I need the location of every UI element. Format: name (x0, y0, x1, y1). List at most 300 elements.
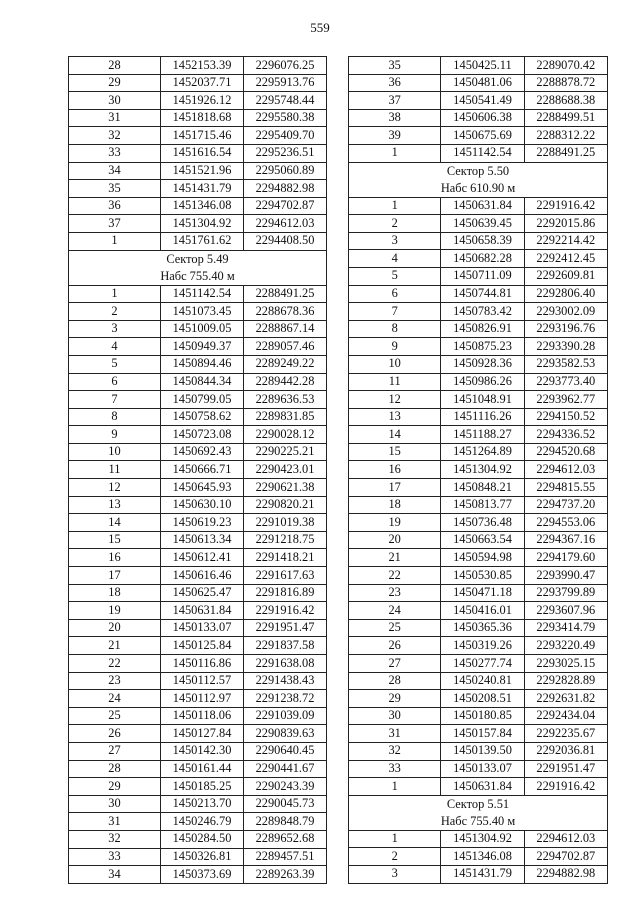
y-coordinate-cell: 2295060.89 (244, 162, 327, 180)
table-row (349, 92, 608, 110)
y-coordinate-cell: 2289263.39 (244, 866, 327, 884)
x-coordinate-cell: 1450799.05 (161, 391, 244, 409)
y-coordinate-cell: 2294882.98 (524, 865, 607, 883)
point-number-cell: 21 (349, 549, 441, 567)
point-number-cell: 33 (69, 848, 161, 866)
x-coordinate-cell: 1450471.18 (441, 584, 524, 602)
y-coordinate-cell: 2288312.22 (524, 127, 607, 145)
x-coordinate-cell: 1451346.08 (441, 848, 524, 866)
point-number-cell: 36 (349, 74, 441, 92)
point-number-cell: 12 (69, 479, 161, 497)
point-number-cell: 25 (349, 619, 441, 637)
table-row (69, 408, 327, 426)
table-row (349, 57, 608, 75)
table-row (349, 725, 608, 743)
point-number-cell: 1 (69, 285, 161, 303)
table-row (349, 250, 608, 268)
y-coordinate-cell: 2290441.67 (244, 760, 327, 778)
y-coordinate-cell: 2292412.45 (524, 250, 607, 268)
y-coordinate-cell: 2289848.79 (244, 813, 327, 831)
table-row (349, 760, 608, 778)
point-number-cell: 22 (69, 655, 161, 673)
table-row (349, 197, 608, 215)
point-number-cell: 34 (69, 162, 161, 180)
point-number-cell: 1 (349, 197, 441, 215)
table-row (349, 584, 608, 602)
x-coordinate-cell: 1451142.54 (161, 285, 244, 303)
x-coordinate-cell: 1451304.92 (441, 830, 524, 848)
y-coordinate-cell: 2295913.76 (244, 74, 327, 92)
table-row (349, 109, 608, 127)
y-coordinate-cell: 2289070.42 (524, 57, 607, 75)
point-number-cell: 8 (69, 408, 161, 426)
x-coordinate-cell: 1450666.71 (161, 461, 244, 479)
y-coordinate-cell: 2295236.51 (244, 144, 327, 162)
x-coordinate-cell: 1450185.25 (161, 778, 244, 796)
y-coordinate-cell: 2292214.42 (524, 232, 607, 250)
y-coordinate-cell: 2292235.67 (524, 725, 607, 743)
table-row (349, 391, 608, 409)
point-number-cell: 32 (69, 127, 161, 145)
x-coordinate-cell: 1450133.07 (441, 760, 524, 778)
sector-header-row (69, 250, 327, 285)
x-coordinate-cell: 1450783.42 (441, 303, 524, 321)
table-row (69, 496, 327, 514)
x-coordinate-cell: 1450606.38 (441, 109, 524, 127)
table-row (349, 830, 608, 848)
coordinates-table-right (348, 56, 608, 884)
table-row (349, 355, 608, 373)
table-row (349, 690, 608, 708)
x-coordinate-cell: 1450658.39 (441, 232, 524, 250)
y-coordinate-cell: 2294612.03 (244, 215, 327, 233)
x-coordinate-cell: 1450619.23 (161, 514, 244, 532)
y-coordinate-cell: 2293773.40 (524, 373, 607, 391)
table-row (69, 830, 327, 848)
y-coordinate-cell: 2291638.08 (244, 655, 327, 673)
table-row (69, 813, 327, 831)
point-number-cell: 17 (69, 567, 161, 585)
sector-elevation: Набс 755.40 м (440, 813, 516, 828)
x-coordinate-cell: 1450213.70 (161, 795, 244, 813)
x-coordinate-cell: 1450594.98 (441, 549, 524, 567)
table-row (69, 320, 327, 338)
y-coordinate-cell: 2290820.21 (244, 496, 327, 514)
y-coordinate-cell: 2293990.47 (524, 567, 607, 585)
table-row (349, 496, 608, 514)
point-number-cell: 20 (349, 531, 441, 549)
y-coordinate-cell: 2290045.73 (244, 795, 327, 813)
point-number-cell: 2 (349, 848, 441, 866)
x-coordinate-cell: 1450125.84 (161, 637, 244, 655)
y-coordinate-cell: 2294520.68 (524, 443, 607, 461)
x-coordinate-cell: 1451761.62 (161, 232, 244, 250)
x-coordinate-cell: 1450986.26 (441, 373, 524, 391)
x-coordinate-cell: 1450639.45 (441, 215, 524, 233)
point-number-cell: 6 (69, 373, 161, 391)
table-row (69, 848, 327, 866)
table-row (349, 373, 608, 391)
point-number-cell: 13 (349, 408, 441, 426)
table-row (349, 215, 608, 233)
y-coordinate-cell: 2293220.49 (524, 637, 607, 655)
table-row (69, 144, 327, 162)
x-coordinate-cell: 1451521.96 (161, 162, 244, 180)
x-coordinate-cell: 1450116.86 (161, 655, 244, 673)
point-number-cell: 28 (69, 760, 161, 778)
y-coordinate-cell: 2294408.50 (244, 232, 327, 250)
y-coordinate-cell: 2290225.21 (244, 443, 327, 461)
table-row (69, 655, 327, 673)
y-coordinate-cell: 2292806.40 (524, 285, 607, 303)
y-coordinate-cell: 2294553.06 (524, 514, 607, 532)
x-coordinate-cell: 1451048.91 (441, 391, 524, 409)
point-number-cell: 34 (69, 866, 161, 884)
table-row (349, 567, 608, 585)
y-coordinate-cell: 2293002.09 (524, 303, 607, 321)
x-coordinate-cell: 1450813.77 (441, 496, 524, 514)
y-coordinate-cell: 2294367.16 (524, 531, 607, 549)
x-coordinate-cell: 1450142.30 (161, 742, 244, 760)
table-row (69, 567, 327, 585)
y-coordinate-cell: 2294815.55 (524, 479, 607, 497)
table-row (69, 215, 327, 233)
y-coordinate-cell: 2291039.09 (244, 707, 327, 725)
sector-header-cell (349, 795, 608, 830)
table-row (349, 320, 608, 338)
y-coordinate-cell: 2288688.38 (524, 92, 607, 110)
point-number-cell: 27 (349, 655, 441, 673)
y-coordinate-cell: 2294737.20 (524, 496, 607, 514)
table-row (349, 267, 608, 285)
x-coordinate-cell: 1450736.48 (441, 514, 524, 532)
x-coordinate-cell: 1450530.85 (441, 567, 524, 585)
x-coordinate-cell: 1450645.93 (161, 479, 244, 497)
point-number-cell: 38 (349, 109, 441, 127)
point-number-cell: 6 (349, 285, 441, 303)
x-coordinate-cell: 1452037.71 (161, 74, 244, 92)
table-row (69, 795, 327, 813)
x-coordinate-cell: 1450663.54 (441, 531, 524, 549)
x-coordinate-cell: 1450277.74 (441, 655, 524, 673)
point-number-cell: 25 (69, 707, 161, 725)
point-number-cell: 3 (349, 232, 441, 250)
table-row (69, 760, 327, 778)
table-row (69, 602, 327, 620)
y-coordinate-cell: 2291951.47 (244, 619, 327, 637)
table-row (349, 865, 608, 883)
x-coordinate-cell: 1451346.08 (161, 197, 244, 215)
point-number-cell: 11 (349, 373, 441, 391)
y-coordinate-cell: 2290839.63 (244, 725, 327, 743)
sector-title: Сектор 5.51 (446, 796, 510, 811)
x-coordinate-cell: 1450139.50 (441, 742, 524, 760)
y-coordinate-cell: 2289442.28 (244, 373, 327, 391)
y-coordinate-cell: 2292036.81 (524, 742, 607, 760)
table-row (69, 461, 327, 479)
point-number-cell: 36 (69, 197, 161, 215)
x-coordinate-cell: 1451073.45 (161, 303, 244, 321)
point-number-cell: 4 (349, 250, 441, 268)
y-coordinate-cell: 2291916.42 (524, 778, 607, 796)
table-row (69, 180, 327, 198)
table-row (69, 672, 327, 690)
y-coordinate-cell: 2294179.60 (524, 549, 607, 567)
x-coordinate-cell: 1450949.37 (161, 338, 244, 356)
point-number-cell: 31 (69, 813, 161, 831)
x-coordinate-cell: 1451304.92 (441, 461, 524, 479)
table-row (69, 197, 327, 215)
point-number-cell: 28 (349, 672, 441, 690)
sector-elevation: Набс 610.90 м (440, 180, 516, 195)
point-number-cell: 7 (69, 391, 161, 409)
y-coordinate-cell: 2291438.43 (244, 672, 327, 690)
x-coordinate-cell: 1450240.81 (441, 672, 524, 690)
y-coordinate-cell: 2293607.96 (524, 602, 607, 620)
table-row (69, 866, 327, 884)
x-coordinate-cell: 1451818.68 (161, 109, 244, 127)
coordinates-table-left (68, 56, 327, 884)
y-coordinate-cell: 2289652.68 (244, 830, 327, 848)
table-row (349, 303, 608, 321)
table-row (69, 637, 327, 655)
y-coordinate-cell: 2291816.89 (244, 584, 327, 602)
x-coordinate-cell: 1450758.62 (161, 408, 244, 426)
table-row (349, 285, 608, 303)
point-number-cell: 37 (69, 215, 161, 233)
x-coordinate-cell: 1450481.06 (441, 74, 524, 92)
table-row (349, 742, 608, 760)
point-number-cell: 5 (69, 355, 161, 373)
table-row (349, 443, 608, 461)
x-coordinate-cell: 1450631.84 (441, 197, 524, 215)
point-number-cell: 29 (349, 690, 441, 708)
table-row (349, 479, 608, 497)
table-row (349, 461, 608, 479)
x-coordinate-cell: 1450365.36 (441, 619, 524, 637)
x-coordinate-cell: 1450112.57 (161, 672, 244, 690)
y-coordinate-cell: 2289831.85 (244, 408, 327, 426)
x-coordinate-cell: 1450157.84 (441, 725, 524, 743)
table-row (69, 303, 327, 321)
x-coordinate-cell: 1451188.27 (441, 426, 524, 444)
table-row (69, 531, 327, 549)
x-coordinate-cell: 1452153.39 (161, 57, 244, 75)
table-row (69, 690, 327, 708)
y-coordinate-cell: 2293414.79 (524, 619, 607, 637)
table-row (69, 707, 327, 725)
point-number-cell: 14 (349, 426, 441, 444)
table-row (349, 778, 608, 796)
x-coordinate-cell: 1450416.01 (441, 602, 524, 620)
point-number-cell: 32 (349, 742, 441, 760)
x-coordinate-cell: 1451009.05 (161, 320, 244, 338)
point-number-cell: 1 (349, 778, 441, 796)
table-row (349, 127, 608, 145)
sector-header-row (349, 162, 608, 197)
y-coordinate-cell: 2291951.47 (524, 760, 607, 778)
y-coordinate-cell: 2294702.87 (524, 848, 607, 866)
y-coordinate-cell: 2291418.21 (244, 549, 327, 567)
y-coordinate-cell: 2293196.76 (524, 320, 607, 338)
point-number-cell: 5 (349, 267, 441, 285)
table-row (69, 549, 327, 567)
x-coordinate-cell: 1450112.97 (161, 690, 244, 708)
y-coordinate-cell: 2293582.53 (524, 355, 607, 373)
y-coordinate-cell: 2294336.52 (524, 426, 607, 444)
point-number-cell: 2 (349, 215, 441, 233)
y-coordinate-cell: 2294702.87 (244, 197, 327, 215)
point-number-cell: 8 (349, 320, 441, 338)
point-number-cell: 30 (69, 92, 161, 110)
point-number-cell: 30 (69, 795, 161, 813)
y-coordinate-cell: 2294612.03 (524, 461, 607, 479)
point-number-cell: 3 (69, 320, 161, 338)
point-number-cell: 27 (69, 742, 161, 760)
table-row (349, 74, 608, 92)
y-coordinate-cell: 2289057.46 (244, 338, 327, 356)
x-coordinate-cell: 1450826.91 (441, 320, 524, 338)
table-row (69, 443, 327, 461)
point-number-cell: 29 (69, 74, 161, 92)
y-coordinate-cell: 2291617.63 (244, 567, 327, 585)
y-coordinate-cell: 2292609.81 (524, 267, 607, 285)
x-coordinate-cell: 1450682.28 (441, 250, 524, 268)
y-coordinate-cell: 2294882.98 (244, 180, 327, 198)
point-number-cell: 15 (69, 531, 161, 549)
x-coordinate-cell: 1451926.12 (161, 92, 244, 110)
table-row (349, 531, 608, 549)
x-coordinate-cell: 1451715.46 (161, 127, 244, 145)
table-row (69, 127, 327, 145)
point-number-cell: 12 (349, 391, 441, 409)
point-number-cell: 18 (69, 584, 161, 602)
y-coordinate-cell: 2289636.53 (244, 391, 327, 409)
table-body (69, 57, 327, 884)
x-coordinate-cell: 1450711.09 (441, 267, 524, 285)
y-coordinate-cell: 2290621.38 (244, 479, 327, 497)
sector-header-row (349, 795, 608, 830)
point-number-cell: 11 (69, 461, 161, 479)
point-number-cell: 1 (69, 232, 161, 250)
point-number-cell: 35 (69, 180, 161, 198)
x-coordinate-cell: 1450118.06 (161, 707, 244, 725)
point-number-cell: 39 (349, 127, 441, 145)
sector-title: Сектор 5.50 (446, 163, 510, 178)
x-coordinate-cell: 1451264.89 (441, 443, 524, 461)
y-coordinate-cell: 2294150.52 (524, 408, 607, 426)
table-row (349, 144, 608, 162)
point-number-cell: 1 (349, 830, 441, 848)
point-number-cell: 26 (69, 725, 161, 743)
table-row (349, 549, 608, 567)
y-coordinate-cell: 2288499.51 (524, 109, 607, 127)
point-number-cell: 4 (69, 338, 161, 356)
x-coordinate-cell: 1451142.54 (441, 144, 524, 162)
y-coordinate-cell: 2288678.36 (244, 303, 327, 321)
table-row (349, 619, 608, 637)
y-coordinate-cell: 2288491.25 (524, 144, 607, 162)
x-coordinate-cell: 1450848.21 (441, 479, 524, 497)
x-coordinate-cell: 1450180.85 (441, 707, 524, 725)
point-number-cell: 37 (349, 92, 441, 110)
x-coordinate-cell: 1450744.81 (441, 285, 524, 303)
point-number-cell: 23 (349, 584, 441, 602)
point-number-cell: 31 (349, 725, 441, 743)
x-coordinate-cell: 1450246.79 (161, 813, 244, 831)
y-coordinate-cell: 2295748.44 (244, 92, 327, 110)
x-coordinate-cell: 1450616.46 (161, 567, 244, 585)
point-number-cell: 24 (349, 602, 441, 620)
x-coordinate-cell: 1450631.84 (441, 778, 524, 796)
point-number-cell: 33 (69, 144, 161, 162)
point-number-cell: 14 (69, 514, 161, 532)
table-row (69, 725, 327, 743)
x-coordinate-cell: 1450675.69 (441, 127, 524, 145)
x-coordinate-cell: 1450723.08 (161, 426, 244, 444)
point-number-cell: 32 (69, 830, 161, 848)
table-row (69, 74, 327, 92)
x-coordinate-cell: 1450284.50 (161, 830, 244, 848)
y-coordinate-cell: 2295580.38 (244, 109, 327, 127)
point-number-cell: 16 (69, 549, 161, 567)
table-row (69, 338, 327, 356)
x-coordinate-cell: 1451431.79 (441, 865, 524, 883)
x-coordinate-cell: 1451116.26 (441, 408, 524, 426)
y-coordinate-cell: 2293799.89 (524, 584, 607, 602)
sector-elevation: Набс 755.40 м (160, 268, 235, 283)
x-coordinate-cell: 1450844.34 (161, 373, 244, 391)
point-number-cell: 15 (349, 443, 441, 461)
x-coordinate-cell: 1450208.51 (441, 690, 524, 708)
y-coordinate-cell: 2293962.77 (524, 391, 607, 409)
point-number-cell: 19 (69, 602, 161, 620)
table-row (349, 672, 608, 690)
table-row (69, 92, 327, 110)
table-row (349, 602, 608, 620)
point-number-cell: 35 (349, 57, 441, 75)
point-number-cell: 17 (349, 479, 441, 497)
y-coordinate-cell: 2291218.75 (244, 531, 327, 549)
point-number-cell: 22 (349, 567, 441, 585)
x-coordinate-cell: 1450928.36 (441, 355, 524, 373)
y-coordinate-cell: 2289457.51 (244, 848, 327, 866)
y-coordinate-cell: 2291916.42 (524, 197, 607, 215)
y-coordinate-cell: 2290640.45 (244, 742, 327, 760)
point-number-cell: 28 (69, 57, 161, 75)
x-coordinate-cell: 1451304.92 (161, 215, 244, 233)
table-row (69, 426, 327, 444)
y-coordinate-cell: 2292015.86 (524, 215, 607, 233)
x-coordinate-cell: 1450373.69 (161, 866, 244, 884)
point-number-cell: 3 (349, 865, 441, 883)
table-row (349, 408, 608, 426)
y-coordinate-cell: 2291019.38 (244, 514, 327, 532)
table-row (349, 514, 608, 532)
table-row (69, 619, 327, 637)
point-number-cell: 21 (69, 637, 161, 655)
x-coordinate-cell: 1450613.34 (161, 531, 244, 549)
x-coordinate-cell: 1450133.07 (161, 619, 244, 637)
x-coordinate-cell: 1450630.10 (161, 496, 244, 514)
x-coordinate-cell: 1450161.44 (161, 760, 244, 778)
y-coordinate-cell: 2288867.14 (244, 320, 327, 338)
table-row (349, 232, 608, 250)
point-number-cell: 23 (69, 672, 161, 690)
table-row (69, 57, 327, 75)
y-coordinate-cell: 2290028.12 (244, 426, 327, 444)
table-row (69, 584, 327, 602)
